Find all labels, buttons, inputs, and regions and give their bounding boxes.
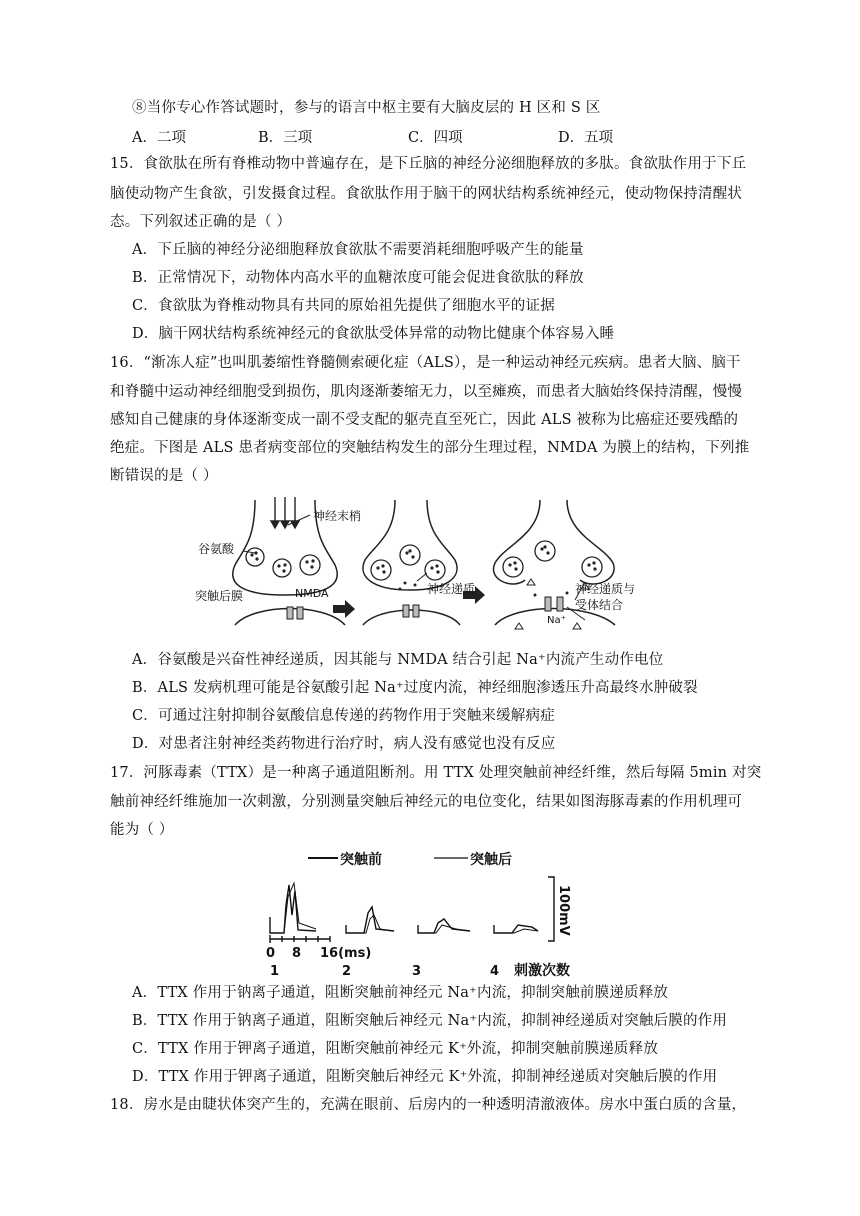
q16-stem-line-4: 绝症。下图是 ALS 患者病变部位的突触结构发生的部分生理过程，NMDA 为膜上的结构，下列推	[110, 440, 750, 456]
stimulus-3: 3	[412, 964, 422, 979]
q16-option-b: B．ALS 发病机理可能是谷氨酸引起 Na⁺过度内流，神经细胞渗透压升高最终水肿破裂	[132, 680, 698, 696]
stimulus-1: 1	[270, 964, 280, 979]
q16-option-c: C．可通过注射抑制谷氨酸信息传递的药物作用于突触来缓解病症	[132, 708, 555, 724]
x-axis-label: 刺激次数	[514, 963, 570, 979]
q16-stem-line-5: 断错误的是（ ）	[110, 468, 218, 484]
synapse-figure	[195, 495, 665, 635]
label-sodium-ion: Na⁺	[547, 615, 566, 626]
label-nerve-ending: 神经末梢	[313, 509, 362, 523]
q17-stem-line-1: 17．河豚毒素（TTX）是一种离子通道阻断剂。用 TTX 处理突触前神经纤维，然后每隔 5min 对突	[110, 765, 762, 781]
q17-stem-line-2: 触前神经纤维施加一次刺激，分别测量突触后神经元的电位变化，结果如图海豚毒素的作用机理可	[110, 794, 743, 810]
label-binding-line-1: 神经递质与	[575, 582, 636, 596]
q14-option-b: B．三项	[258, 130, 313, 146]
q16-stem-line-2: 和脊髓中运动神经细胞受到损伤，肌肉逐渐萎缩无力，以至瘫痪，而患者大脑始终保持清醒，慢慢	[110, 384, 743, 400]
label-binding-line-2: 受体结合	[575, 598, 624, 612]
q16-stem-line-1: 16．“渐冻人症”也叫肌萎缩性脊髓侧索硬化症（ALS），是一种运动神经元疾病。患者大脑、脑干	[110, 355, 741, 371]
label-postsynaptic-membrane: 突触后膜	[195, 589, 244, 603]
tick-8: 8	[292, 946, 302, 961]
q17-stem-line-3: 能为（ ）	[110, 822, 174, 838]
q15-stem-line-1: 15．食欲肽在所有脊椎动物中普遍存在，是下丘脑的神经分泌细胞释放的多肽。食欲肽作用于下丘	[110, 156, 747, 172]
q15-option-a: A．下丘脑的神经分泌细胞释放食欲肽不需要消耗细胞呼吸产生的能量	[132, 242, 584, 258]
q15-stem-line-3: 态。下列叙述正确的是（ ）	[110, 214, 292, 230]
tick-16ms: 16(ms)	[320, 946, 372, 961]
q14-options	[132, 126, 772, 146]
q14-item-8: ⑧当你专心作答试题时，参与的语言中枢主要有大脑皮层的 H 区和 S 区	[132, 100, 601, 116]
q18-stem-line-1: 18．房水是由睫状体突产生的，充满在眼前、后房内的一种透明清澈液体。房水中蛋白质的含量，	[110, 1097, 747, 1113]
legend-postsynaptic: 突触后	[470, 852, 512, 868]
q14-option-c: C．四项	[408, 130, 463, 146]
q15-stem-line-2: 脑使动物产生食欲，引发摄食过程。食欲肽作用于脑干的网状结构系统神经元，使动物保持清醒状	[110, 186, 743, 202]
q14-option-a: A．二项	[132, 130, 186, 146]
label-glutamate: 谷氨酸	[198, 542, 235, 556]
ttx-figure	[262, 845, 582, 980]
q17-option-d: D．TTX 作用于钾离子通道，阻断突触后神经元 K⁺外流，抑制神经递质对突触后膜的作用	[132, 1069, 718, 1085]
scale-bar-label: 100mV	[556, 885, 571, 936]
stimulus-2: 2	[342, 964, 352, 979]
q17-option-a: A．TTX 作用于钠离子通道，阻断突触前神经元 Na⁺内流，抑制突触前膜递质释放	[132, 985, 669, 1001]
q17-option-b: B．TTX 作用于钠离子通道，阻断突触后神经元 Na⁺内流，抑制神经递质对突触后膜的作用	[132, 1013, 728, 1029]
q16-stem-line-3: 感知自己健康的身体逐渐变成一副不受支配的躯壳直至死亡，因此 ALS 被称为比癌症还要残酷的	[110, 412, 739, 428]
q16-option-a: A．谷氨酸是兴奋性神经递质，因其能与 NMDA 结合引起 Na⁺内流产生动作电位	[132, 652, 664, 668]
legend-presynaptic: 突触前	[340, 852, 382, 868]
q14-option-d: D．五项	[558, 130, 614, 146]
label-nmda: NMDA	[295, 587, 329, 600]
label-neurotransmitter: 神经递质	[427, 582, 476, 596]
q15-option-c: C．食欲肽为脊椎动物具有共同的原始祖先提供了细胞水平的证据	[132, 298, 555, 314]
q17-option-c: C．TTX 作用于钾离子通道，阻断突触前神经元 K⁺外流，抑制突触前膜递质释放	[132, 1041, 659, 1057]
tick-0: 0	[266, 946, 276, 961]
q16-option-d: D．对患者注射神经类药物进行治疗时，病人没有感觉也没有反应	[132, 736, 556, 752]
q15-option-d: D．脑干网状结构系统神经元的食欲肽受体异常的动物比健康个体容易入睡	[132, 326, 615, 342]
stimulus-4: 4	[490, 964, 500, 979]
q15-option-b: B．正常情况下，动物体内高水平的血糖浓度可能会促进食欲肽的释放	[132, 270, 584, 286]
